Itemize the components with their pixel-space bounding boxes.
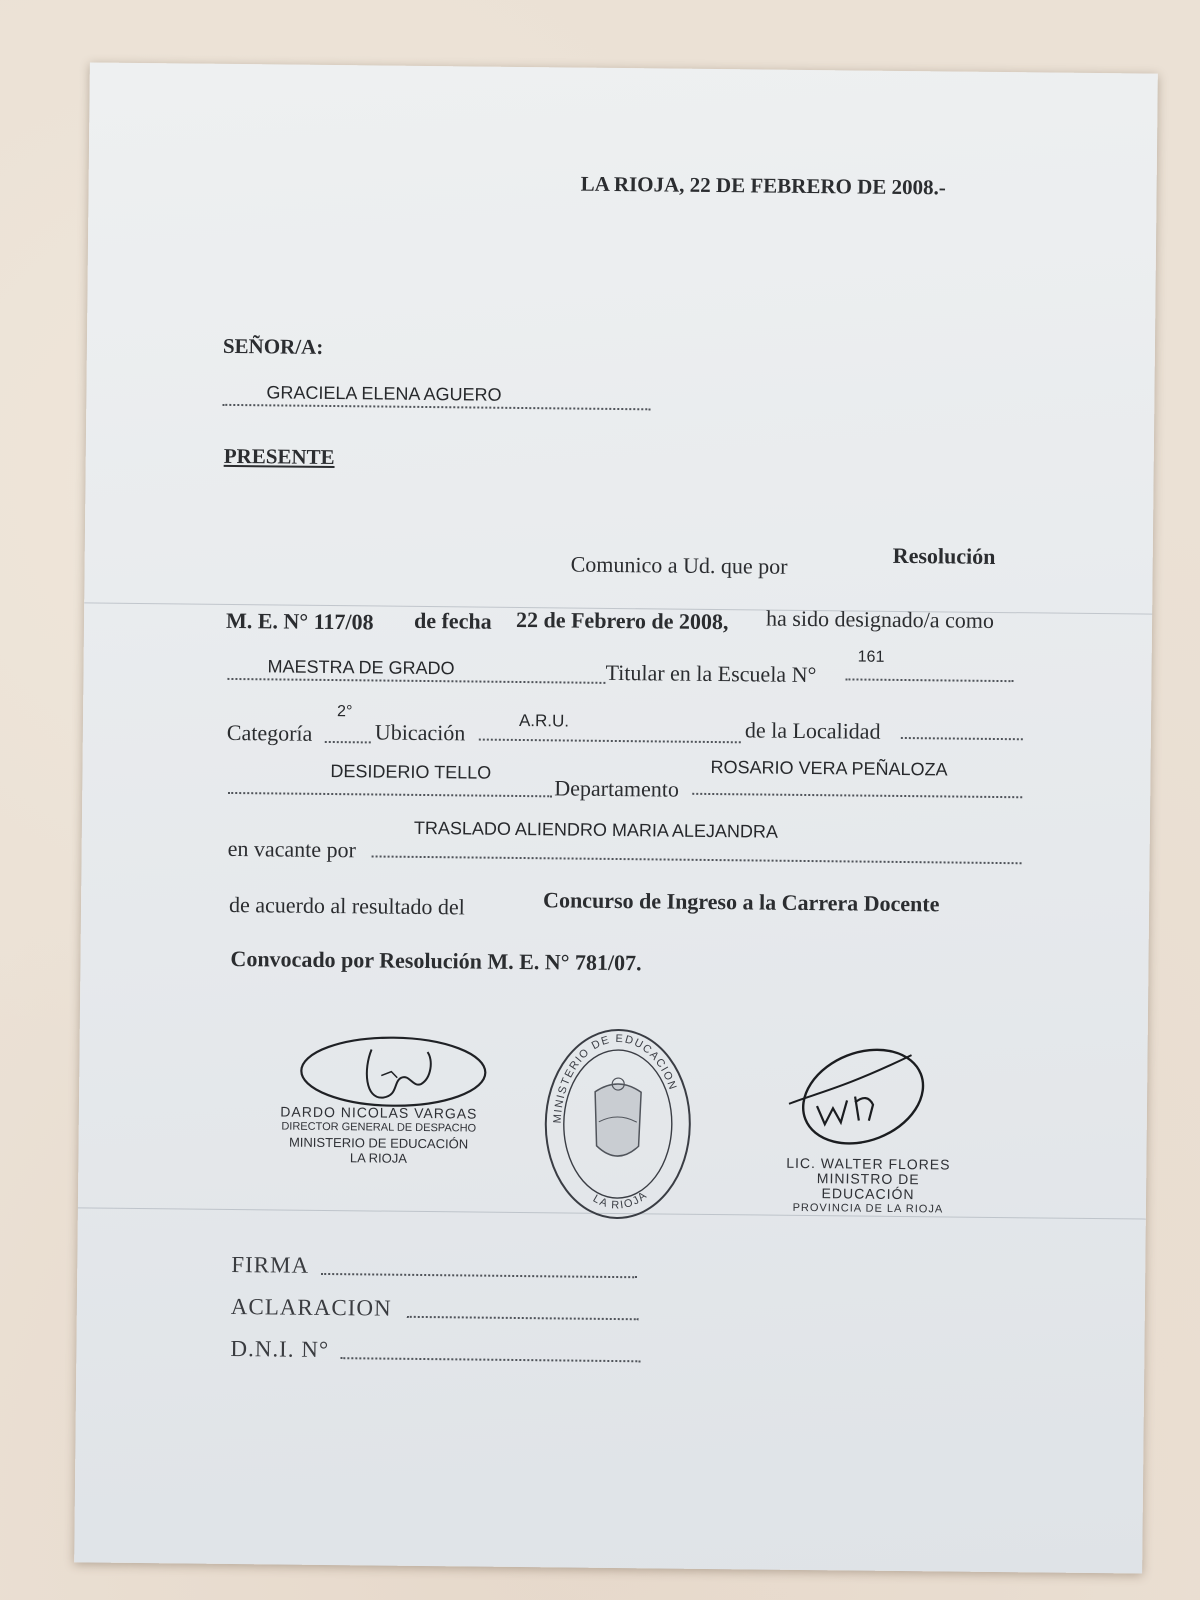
signatory-right-title1: MINISTRO DE EDUCACIÓN [816,1170,920,1203]
vacante-dotted-line [372,855,1022,864]
firma-dotted-line [321,1273,637,1278]
titular-label: Titular en la Escuela N° [605,659,817,688]
vacante-value: TRASLADO ALIENDRO MARIA ALEJANDRA [413,817,779,842]
recipient-name: GRACIELA ELENA AGUERO [266,382,502,405]
acuerdo-text: de acuerdo al resultado del [228,891,465,920]
ubicacion-dotted-line [479,739,741,744]
aclaracion-dotted-line [407,1316,639,1320]
signatory-left-name: DARDO NICOLAS VARGAS [280,1103,478,1122]
departamento-label: Departamento [554,775,680,802]
concurso-text: Concurso de Ingreso a la Carrera Docente [543,887,940,917]
salutation: SEÑOR/A: [222,333,324,359]
localidad-value-dotted-line [228,792,552,797]
cargo-value: MAESTRA DE GRADO [267,656,455,679]
signatory-right-title2: PROVINCIA DE LA RIOJA [792,1201,944,1216]
official-seal [542,1025,694,1223]
ubicacion-value: A.R.U. [518,710,570,731]
body-comunico: Comunico a Ud. que por [570,551,788,579]
firma-label: FIRMA [231,1251,310,1278]
signatory-left-title3: LA RIOJA [349,1150,408,1166]
svg-text:LA RIOJA [591,1188,650,1211]
body-resolucion: Resolución [892,542,996,569]
seal-bottom-text: LA RIOJA [590,1189,650,1212]
aclaracion-label: ACLARACION [230,1293,392,1321]
localidad-dotted-line [901,737,1023,740]
categoria-dotted-line [325,741,371,743]
signatory-left-title2: MINISTERIO DE EDUCACIÓN [288,1134,469,1152]
seal-top-text: MINISTERIO DE EDUCACION [551,1032,679,1124]
escuela-dotted-line [845,678,1013,682]
de-fecha: de fecha [413,607,492,634]
signatory-left-title1: DIRECTOR GENERAL DE DESPACHO [281,1120,477,1135]
resolution-date: 22 de Febrero de 2008, [515,606,729,635]
presente-heading: PRESENTE [223,443,335,470]
departamento-value: ROSARIO VERA PEÑALOZA [710,756,948,780]
dni-label: D.N.I. N° [230,1335,330,1363]
signature-right-icon [782,1044,933,1156]
document-sheet [74,62,1158,1573]
ubicacion-label: Ubicación [374,719,466,746]
dni-dotted-line [340,1357,640,1362]
signature-right-block [768,1156,969,1218]
designado-text: ha sido designado/a como [765,605,995,633]
signatory-right-name: LIC. WALTER FLORES [786,1154,951,1173]
signature-left-icon [293,1029,494,1111]
categoria-label: Categoría [226,719,313,746]
signature-left-block [278,1104,479,1166]
seal-icon [542,1025,694,1223]
categoria-value: 2° [337,703,353,721]
convocado-text: Convocado por Resolución M. E. N° 781/07. [230,945,642,976]
localidad-label: de la Localidad [744,717,881,744]
resolution-number: M. E. N° 117/08 [225,607,374,635]
localidad-value: DESIDERIO TELLO [330,761,492,783]
vacante-label: en vacante por [227,835,357,863]
departamento-dotted-line [692,793,1022,798]
escuela-number: 161 [857,648,885,666]
place-date: LA RIOJA, 22 DE FEBRERO DE 2008.- [580,171,946,200]
